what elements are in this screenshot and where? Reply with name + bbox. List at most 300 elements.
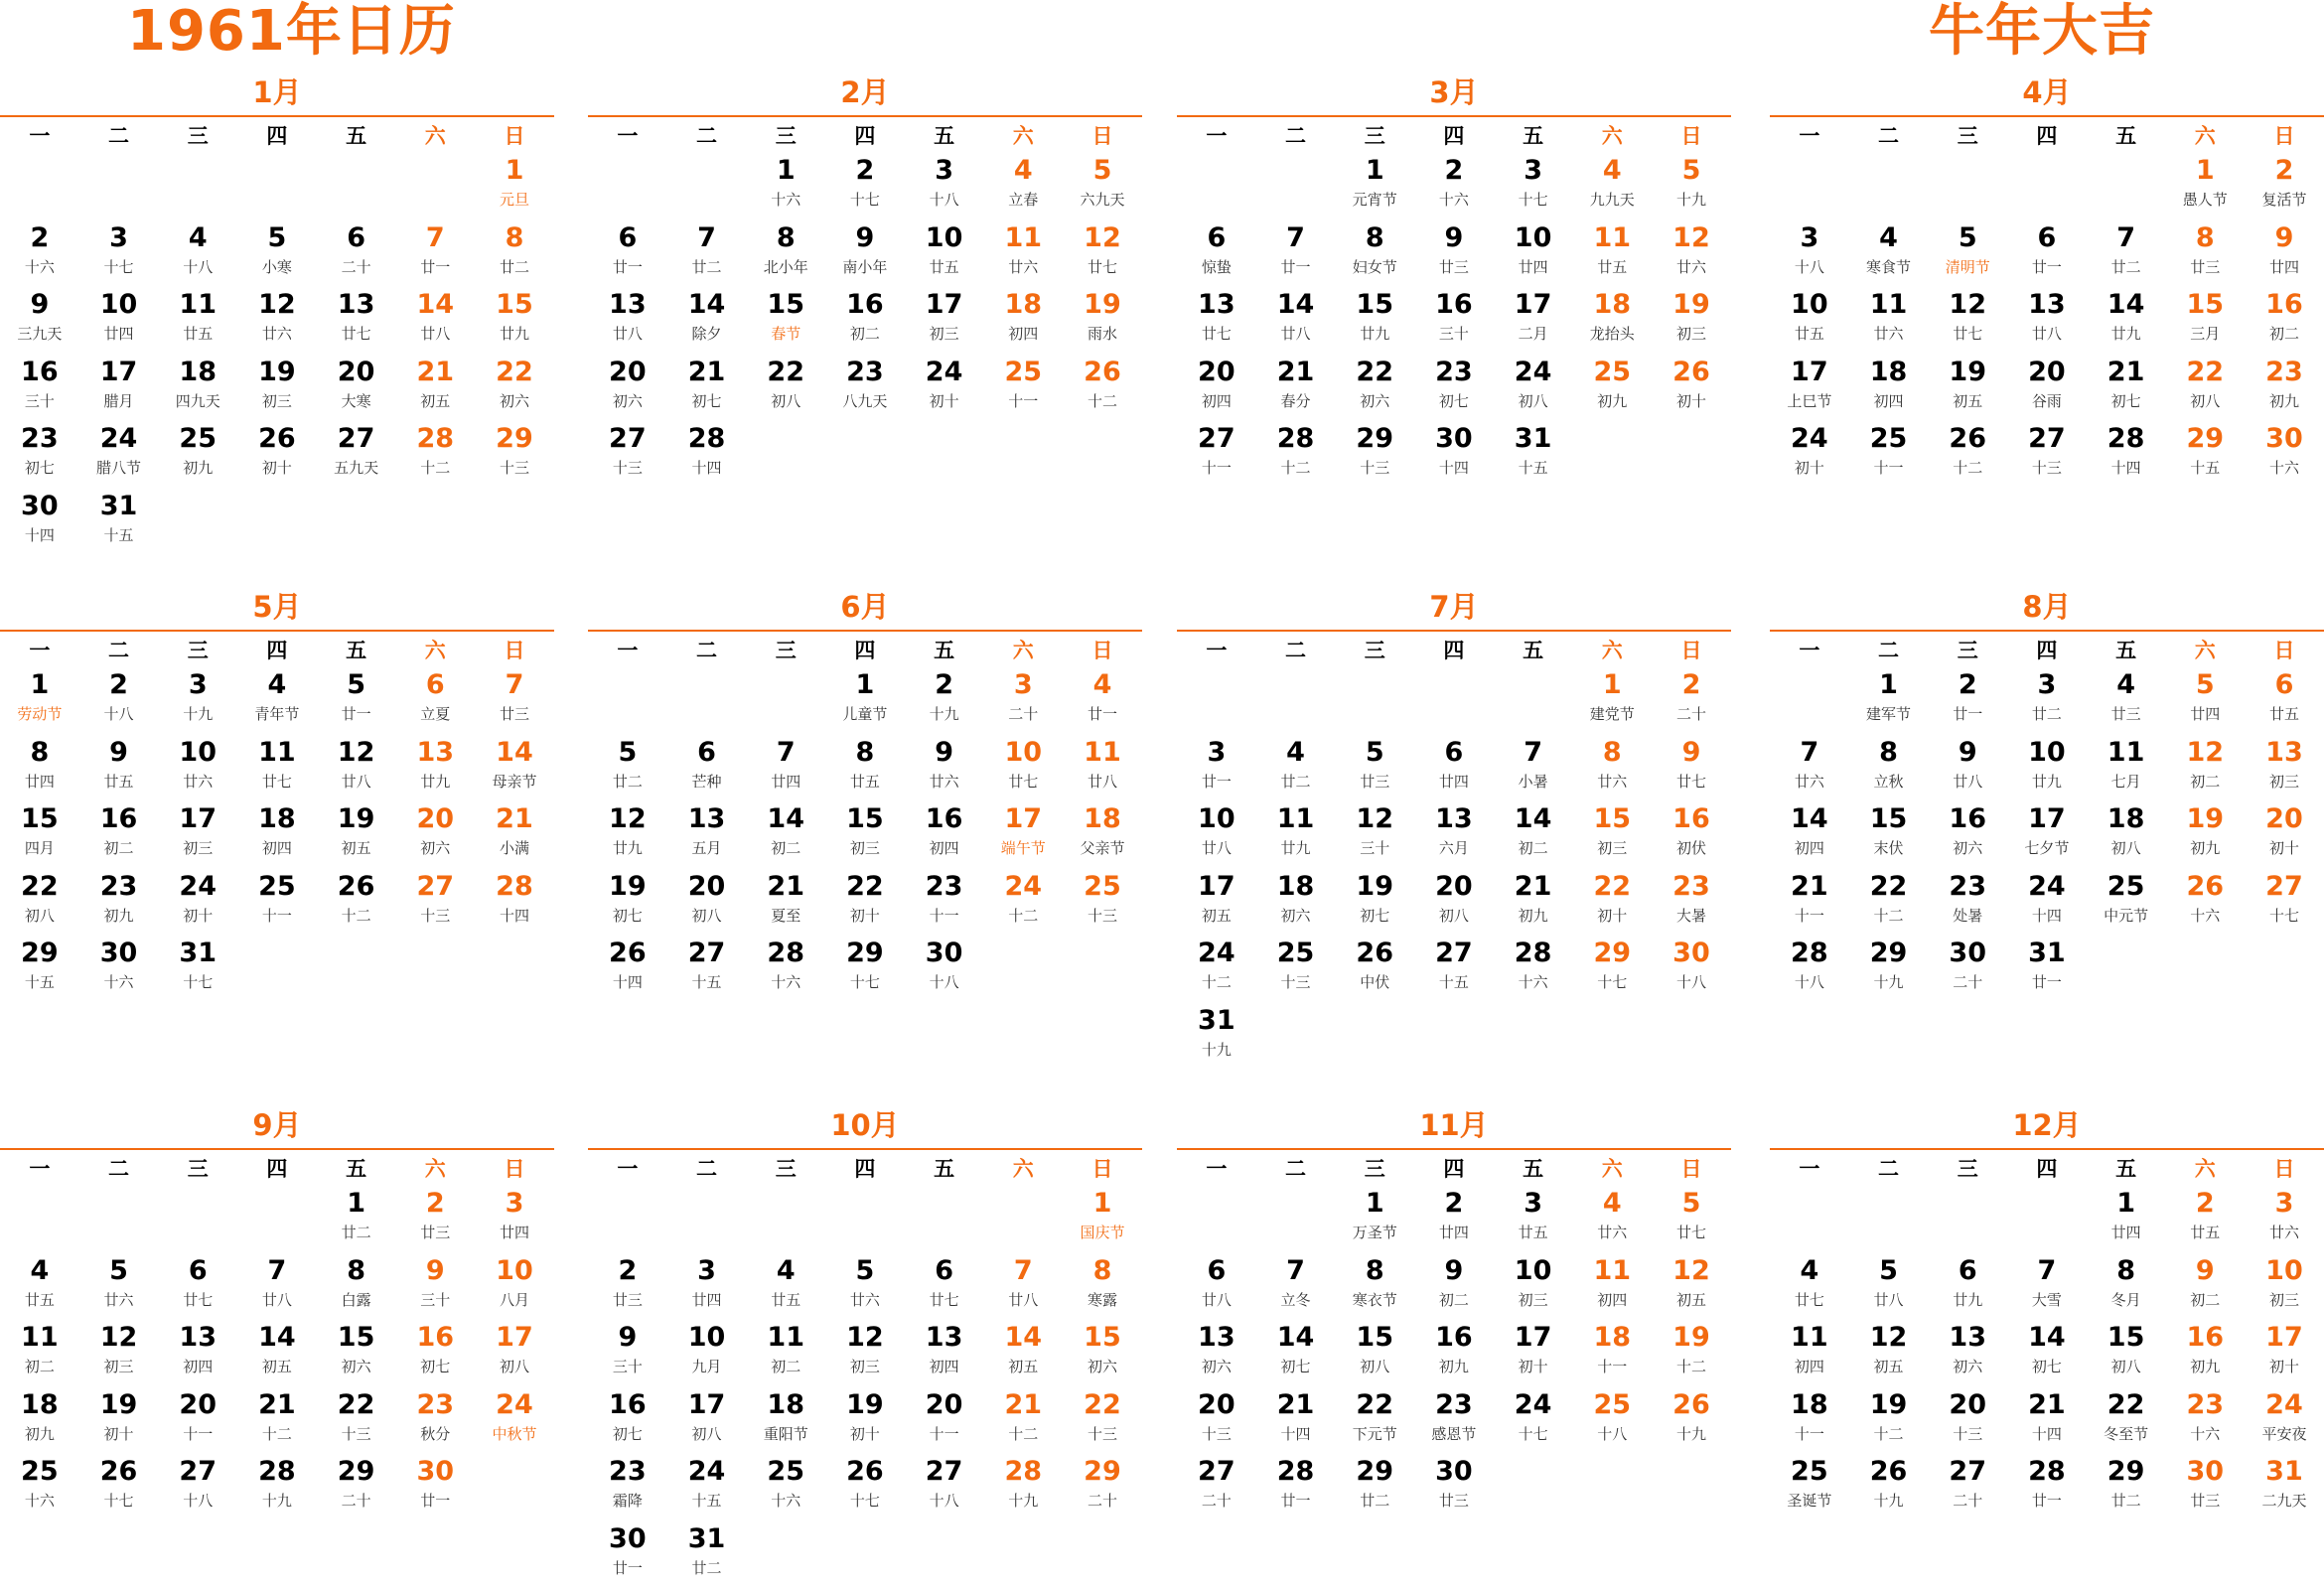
empty-cell xyxy=(1652,1454,1731,1521)
day-cell xyxy=(237,1320,317,1387)
day-cell xyxy=(1494,936,1573,1003)
lunar-label: 十二 xyxy=(395,457,475,479)
day-cell xyxy=(1849,355,1929,422)
day-cell xyxy=(475,667,554,735)
lunar-label: 二十 xyxy=(983,703,1063,725)
day-number: 19 xyxy=(1063,287,1142,323)
day-cell xyxy=(1256,287,1336,355)
day-number: 22 xyxy=(1335,1387,1414,1423)
day-number: 23 xyxy=(905,869,984,905)
month-block xyxy=(588,1102,1142,1588)
day-cell xyxy=(79,735,159,802)
day-number: 11 xyxy=(1572,1253,1652,1289)
lunar-label: 六九天 xyxy=(1063,189,1142,211)
weekday-label: 一 xyxy=(588,120,667,150)
day-cell xyxy=(2245,153,2324,220)
day-cell xyxy=(746,869,825,937)
day-cell xyxy=(79,287,159,355)
lunar-label: 廿一 xyxy=(1177,771,1256,793)
day-cell xyxy=(1770,355,1849,422)
day-cell xyxy=(1414,1454,1494,1521)
lunar-label: 初五 xyxy=(237,1356,317,1377)
day-number: 29 xyxy=(1572,936,1652,971)
day-number: 24 xyxy=(475,1387,554,1423)
month-title: 10月 xyxy=(588,1102,1142,1150)
lunar-label: 十八 xyxy=(1652,971,1731,993)
day-number: 10 xyxy=(2007,735,2087,771)
lunar-label: 初四 xyxy=(983,323,1063,345)
day-number: 4 xyxy=(983,153,1063,189)
lunar-label: 十八 xyxy=(905,189,984,211)
day-number: 16 xyxy=(79,801,159,837)
weekday-label: 二 xyxy=(1256,1153,1336,1183)
day-cell xyxy=(395,1387,475,1455)
weekday-label: 三 xyxy=(1335,635,1414,664)
weekday-header xyxy=(1770,1150,2324,1186)
day-number: 19 xyxy=(1652,1320,1731,1356)
day-number: 26 xyxy=(1928,421,2007,457)
lunar-label: 十一 xyxy=(1770,1423,1849,1445)
lunar-label: 初二 xyxy=(1414,1289,1494,1311)
day-cell xyxy=(1572,220,1652,288)
day-number: 23 xyxy=(1652,869,1731,905)
day-number: 5 xyxy=(2165,667,2245,703)
lunar-label: 十四 xyxy=(1414,457,1494,479)
day-cell xyxy=(475,153,554,220)
empty-cell xyxy=(667,153,747,220)
lunar-label: 三十 xyxy=(395,1289,475,1311)
week-row xyxy=(1177,667,1731,735)
weekday-label: 三 xyxy=(158,120,237,150)
lunar-label: 白露 xyxy=(317,1289,396,1311)
day-number: 10 xyxy=(79,287,159,323)
lunar-label: 廿二 xyxy=(2087,1490,2166,1512)
day-number: 22 xyxy=(475,355,554,390)
lunar-label: 初二 xyxy=(1494,837,1573,859)
day-number: 18 xyxy=(983,287,1063,323)
week-row xyxy=(0,220,554,288)
day-cell xyxy=(1335,220,1414,288)
lunar-label: 廿六 xyxy=(237,323,317,345)
day-cell xyxy=(746,220,825,288)
day-cell xyxy=(1849,1253,1929,1321)
day-cell xyxy=(1063,1253,1142,1321)
day-cell xyxy=(1494,1186,1573,1253)
weekday-label: 一 xyxy=(1177,635,1256,664)
week-row xyxy=(1770,1387,2324,1455)
month-title: 11月 xyxy=(1177,1102,1731,1150)
weekday-label: 五 xyxy=(1494,1153,1573,1183)
day-cell xyxy=(317,220,396,288)
week-row xyxy=(1770,936,2324,1003)
day-number: 28 xyxy=(237,1454,317,1490)
day-cell xyxy=(1063,355,1142,422)
day-cell xyxy=(588,1320,667,1387)
lunar-label: 廿八 xyxy=(588,323,667,345)
weekday-header xyxy=(588,632,1142,667)
day-cell xyxy=(317,667,396,735)
day-cell xyxy=(1256,735,1336,802)
day-cell xyxy=(1652,936,1731,1003)
lunar-label: 十五 xyxy=(2165,457,2245,479)
weekday-label: 二 xyxy=(79,1153,159,1183)
day-number: 20 xyxy=(1928,1387,2007,1423)
day-cell xyxy=(2165,1253,2245,1321)
day-number: 12 xyxy=(1063,220,1142,256)
day-cell xyxy=(395,667,475,735)
day-number: 16 xyxy=(588,1387,667,1423)
day-number: 24 xyxy=(2245,1387,2324,1423)
day-cell xyxy=(1494,801,1573,869)
week-row xyxy=(588,1387,1142,1455)
day-number: 13 xyxy=(1177,287,1256,323)
day-cell xyxy=(588,1521,667,1588)
day-number: 10 xyxy=(1494,220,1573,256)
day-number: 21 xyxy=(1770,869,1849,905)
week-row xyxy=(588,667,1142,735)
day-number: 2 xyxy=(1414,1186,1494,1222)
day-number: 1 xyxy=(2087,1186,2166,1222)
day-number: 14 xyxy=(667,287,747,323)
lunar-label: 廿四 xyxy=(475,1222,554,1243)
lunar-label: 寒食节 xyxy=(1849,256,1929,278)
day-number: 24 xyxy=(2007,869,2087,905)
lunar-label: 冬月 xyxy=(2087,1289,2166,1311)
day-cell xyxy=(79,489,159,556)
day-cell xyxy=(1652,801,1731,869)
day-cell xyxy=(1414,1387,1494,1455)
lunar-label: 廿六 xyxy=(1849,323,1929,345)
day-cell xyxy=(905,220,984,288)
day-cell xyxy=(158,667,237,735)
day-cell xyxy=(1414,220,1494,288)
empty-cell xyxy=(588,1186,667,1253)
month-title: 6月 xyxy=(588,584,1142,632)
day-number: 12 xyxy=(1928,287,2007,323)
day-cell xyxy=(158,220,237,288)
day-cell xyxy=(1849,667,1929,735)
month-block xyxy=(1770,70,2324,489)
lunar-label: 初二 xyxy=(2165,771,2245,793)
day-cell xyxy=(1414,355,1494,422)
lunar-label: 十三 xyxy=(1256,971,1336,993)
day-number: 24 xyxy=(1494,355,1573,390)
day-cell xyxy=(2087,1387,2166,1455)
day-number: 21 xyxy=(237,1387,317,1423)
day-cell xyxy=(2007,220,2087,288)
day-cell xyxy=(1849,220,1929,288)
weekday-label: 五 xyxy=(1494,635,1573,664)
day-number: 2 xyxy=(79,667,159,703)
lunar-label: 十七 xyxy=(1572,971,1652,993)
weekday-label: 四 xyxy=(1414,635,1494,664)
empty-cell xyxy=(1494,1454,1573,1521)
day-number: 22 xyxy=(1572,869,1652,905)
week-row xyxy=(1770,220,2324,288)
day-cell xyxy=(79,801,159,869)
week-row xyxy=(1177,220,1731,288)
day-number: 19 xyxy=(1652,287,1731,323)
day-cell xyxy=(2007,1253,2087,1321)
lunar-label: 雨水 xyxy=(1063,323,1142,345)
day-number: 3 xyxy=(475,1186,554,1222)
day-cell xyxy=(1494,153,1573,220)
day-cell xyxy=(746,1454,825,1521)
weekday-label: 三 xyxy=(1335,1153,1414,1183)
day-number: 30 xyxy=(588,1521,667,1557)
day-number: 11 xyxy=(746,1320,825,1356)
day-cell xyxy=(158,1253,237,1321)
week-row xyxy=(0,421,554,489)
day-cell xyxy=(1928,936,2007,1003)
day-cell xyxy=(1335,355,1414,422)
empty-cell xyxy=(1256,667,1336,735)
lunar-label: 初三 xyxy=(1652,323,1731,345)
day-number: 18 xyxy=(1849,355,1929,390)
lunar-label: 十六 xyxy=(0,1490,79,1512)
empty-cell xyxy=(825,1521,905,1588)
weekday-label: 六 xyxy=(395,120,475,150)
month-block xyxy=(0,584,554,1003)
day-cell xyxy=(1177,936,1256,1003)
day-cell xyxy=(1256,355,1336,422)
month-title: 5月 xyxy=(0,584,554,632)
day-number: 20 xyxy=(158,1387,237,1423)
day-number: 10 xyxy=(475,1253,554,1289)
lunar-label: 廿六 xyxy=(1652,256,1731,278)
lunar-label: 廿九 xyxy=(1928,1289,2007,1311)
lunar-label: 十五 xyxy=(1494,457,1573,479)
lunar-label: 立春 xyxy=(983,189,1063,211)
lunar-label: 初十 xyxy=(905,390,984,412)
day-cell xyxy=(2245,801,2324,869)
week-row xyxy=(0,1454,554,1521)
weekday-label: 五 xyxy=(2087,635,2166,664)
lunar-label: 腊八节 xyxy=(79,457,159,479)
weekday-label: 五 xyxy=(2087,1153,2166,1183)
day-number: 28 xyxy=(1256,1454,1336,1490)
month-title: 4月 xyxy=(1770,70,2324,117)
empty-cell xyxy=(475,936,554,1003)
weekday-label: 三 xyxy=(746,120,825,150)
empty-cell xyxy=(158,489,237,556)
day-cell xyxy=(1335,1320,1414,1387)
weekday-label: 六 xyxy=(983,120,1063,150)
day-cell xyxy=(905,735,984,802)
day-number: 8 xyxy=(1572,735,1652,771)
day-cell xyxy=(0,869,79,937)
day-number: 25 xyxy=(237,869,317,905)
day-number: 4 xyxy=(0,1253,79,1289)
day-number: 10 xyxy=(983,735,1063,771)
lunar-label: 儿童节 xyxy=(825,703,905,725)
day-number: 15 xyxy=(2087,1320,2166,1356)
day-number: 9 xyxy=(1414,220,1494,256)
lunar-label: 十八 xyxy=(905,1490,984,1512)
day-cell xyxy=(667,287,747,355)
day-cell xyxy=(746,936,825,1003)
day-number: 15 xyxy=(1572,801,1652,837)
lunar-label: 龙抬头 xyxy=(1572,323,1652,345)
day-cell xyxy=(317,801,396,869)
day-number: 21 xyxy=(667,355,747,390)
day-number: 21 xyxy=(1494,869,1573,905)
lunar-label: 初八 xyxy=(667,905,747,927)
day-number: 29 xyxy=(2165,421,2245,457)
day-number: 17 xyxy=(1494,287,1573,323)
day-number: 4 xyxy=(158,220,237,256)
day-cell xyxy=(317,1454,396,1521)
day-cell xyxy=(1335,801,1414,869)
lunar-label: 初六 xyxy=(1928,837,2007,859)
day-number: 2 xyxy=(2165,1186,2245,1222)
empty-cell xyxy=(237,936,317,1003)
day-number: 6 xyxy=(2245,667,2324,703)
lunar-label: 十九 xyxy=(1849,971,1929,993)
day-number: 3 xyxy=(905,153,984,189)
empty-cell xyxy=(983,936,1063,1003)
day-cell xyxy=(588,220,667,288)
day-cell xyxy=(1652,1253,1731,1321)
empty-cell xyxy=(317,936,396,1003)
day-cell xyxy=(1494,220,1573,288)
empty-cell xyxy=(983,421,1063,489)
day-number: 10 xyxy=(1770,287,1849,323)
week-row xyxy=(1177,1003,1731,1071)
lunar-label: 十二 xyxy=(317,905,396,927)
day-cell xyxy=(79,936,159,1003)
day-cell xyxy=(237,421,317,489)
week-row xyxy=(588,287,1142,355)
month-title: 9月 xyxy=(0,1102,554,1150)
lunar-label: 廿八 xyxy=(317,771,396,793)
empty-cell xyxy=(237,153,317,220)
lunar-label: 十二 xyxy=(1928,457,2007,479)
empty-cell xyxy=(1652,1003,1731,1071)
lunar-label: 廿三 xyxy=(2165,256,2245,278)
weekday-label: 二 xyxy=(667,120,747,150)
day-number: 6 xyxy=(1177,1253,1256,1289)
day-number: 22 xyxy=(2165,355,2245,390)
day-cell xyxy=(1770,220,1849,288)
day-number: 1 xyxy=(1335,153,1414,189)
day-cell xyxy=(2245,667,2324,735)
day-number: 19 xyxy=(2165,801,2245,837)
week-row xyxy=(1770,735,2324,802)
day-cell xyxy=(1177,287,1256,355)
week-row xyxy=(588,936,1142,1003)
day-cell xyxy=(667,1320,747,1387)
day-number: 2 xyxy=(2245,153,2324,189)
day-number: 7 xyxy=(395,220,475,256)
day-cell xyxy=(1494,421,1573,489)
day-number: 27 xyxy=(905,1454,984,1490)
day-number: 1 xyxy=(475,153,554,189)
month-block xyxy=(0,1102,554,1521)
lunar-label: 立夏 xyxy=(395,703,475,725)
day-number: 27 xyxy=(2245,869,2324,905)
day-cell xyxy=(1652,153,1731,220)
day-cell xyxy=(825,355,905,422)
lunar-label: 初八 xyxy=(1414,905,1494,927)
day-cell xyxy=(475,869,554,937)
day-cell xyxy=(317,735,396,802)
lunar-label: 廿六 xyxy=(2245,1222,2324,1243)
week-row xyxy=(1177,1253,1731,1321)
lunar-label: 十三 xyxy=(1063,905,1142,927)
day-number: 17 xyxy=(667,1387,747,1423)
lunar-label: 廿三 xyxy=(2165,1490,2245,1512)
day-number: 1 xyxy=(2165,153,2245,189)
lunar-label: 十一 xyxy=(905,905,984,927)
day-cell xyxy=(317,1253,396,1321)
day-cell xyxy=(237,667,317,735)
lunar-label: 十三 xyxy=(1335,457,1414,479)
empty-cell xyxy=(158,153,237,220)
month-block xyxy=(1770,584,2324,1003)
lunar-label: 初二 xyxy=(746,1356,825,1377)
month-title: 1月 xyxy=(0,70,554,117)
day-cell xyxy=(1652,735,1731,802)
day-cell xyxy=(1256,1387,1336,1455)
day-number: 6 xyxy=(2007,220,2087,256)
lunar-label: 七夕节 xyxy=(2007,837,2087,859)
lunar-label: 劳动节 xyxy=(0,703,79,725)
week-row xyxy=(588,1253,1142,1321)
day-number: 26 xyxy=(79,1454,159,1490)
day-cell xyxy=(1063,1186,1142,1253)
day-number: 15 xyxy=(0,801,79,837)
lunar-label: 初五 xyxy=(317,837,396,859)
lunar-label: 十六 xyxy=(2165,905,2245,927)
lunar-label: 十五 xyxy=(1414,971,1494,993)
empty-cell xyxy=(1177,667,1256,735)
day-cell xyxy=(395,735,475,802)
lunar-label: 十三 xyxy=(1177,1423,1256,1445)
lunar-label: 初二 xyxy=(79,837,159,859)
day-number: 5 xyxy=(1652,153,1731,189)
day-number: 22 xyxy=(1849,869,1929,905)
lunar-label: 上巳节 xyxy=(1770,390,1849,412)
lunar-label: 廿五 xyxy=(158,323,237,345)
day-cell xyxy=(1414,1253,1494,1321)
day-cell xyxy=(1770,801,1849,869)
day-cell xyxy=(746,801,825,869)
day-cell xyxy=(2087,735,2166,802)
day-cell xyxy=(825,1387,905,1455)
lunar-label: 十九 xyxy=(1177,1039,1256,1061)
day-cell xyxy=(1928,1454,2007,1521)
lunar-label: 谷雨 xyxy=(2007,390,2087,412)
lunar-label: 初六 xyxy=(475,390,554,412)
week-row xyxy=(1177,1454,1731,1521)
day-cell xyxy=(2007,355,2087,422)
day-cell xyxy=(1063,735,1142,802)
day-number: 18 xyxy=(2087,801,2166,837)
lunar-label: 九九天 xyxy=(1572,189,1652,211)
month-block xyxy=(1770,1102,2324,1521)
month-title: 12月 xyxy=(1770,1102,2324,1150)
month-title: 3月 xyxy=(1177,70,1731,117)
lunar-label: 初二 xyxy=(2245,323,2324,345)
lunar-label: 初五 xyxy=(1652,1289,1731,1311)
week-row xyxy=(1177,421,1731,489)
weekday-label: 六 xyxy=(1572,1153,1652,1183)
day-number: 14 xyxy=(395,287,475,323)
day-number: 31 xyxy=(2245,1454,2324,1490)
day-number: 13 xyxy=(317,287,396,323)
day-number: 28 xyxy=(475,869,554,905)
